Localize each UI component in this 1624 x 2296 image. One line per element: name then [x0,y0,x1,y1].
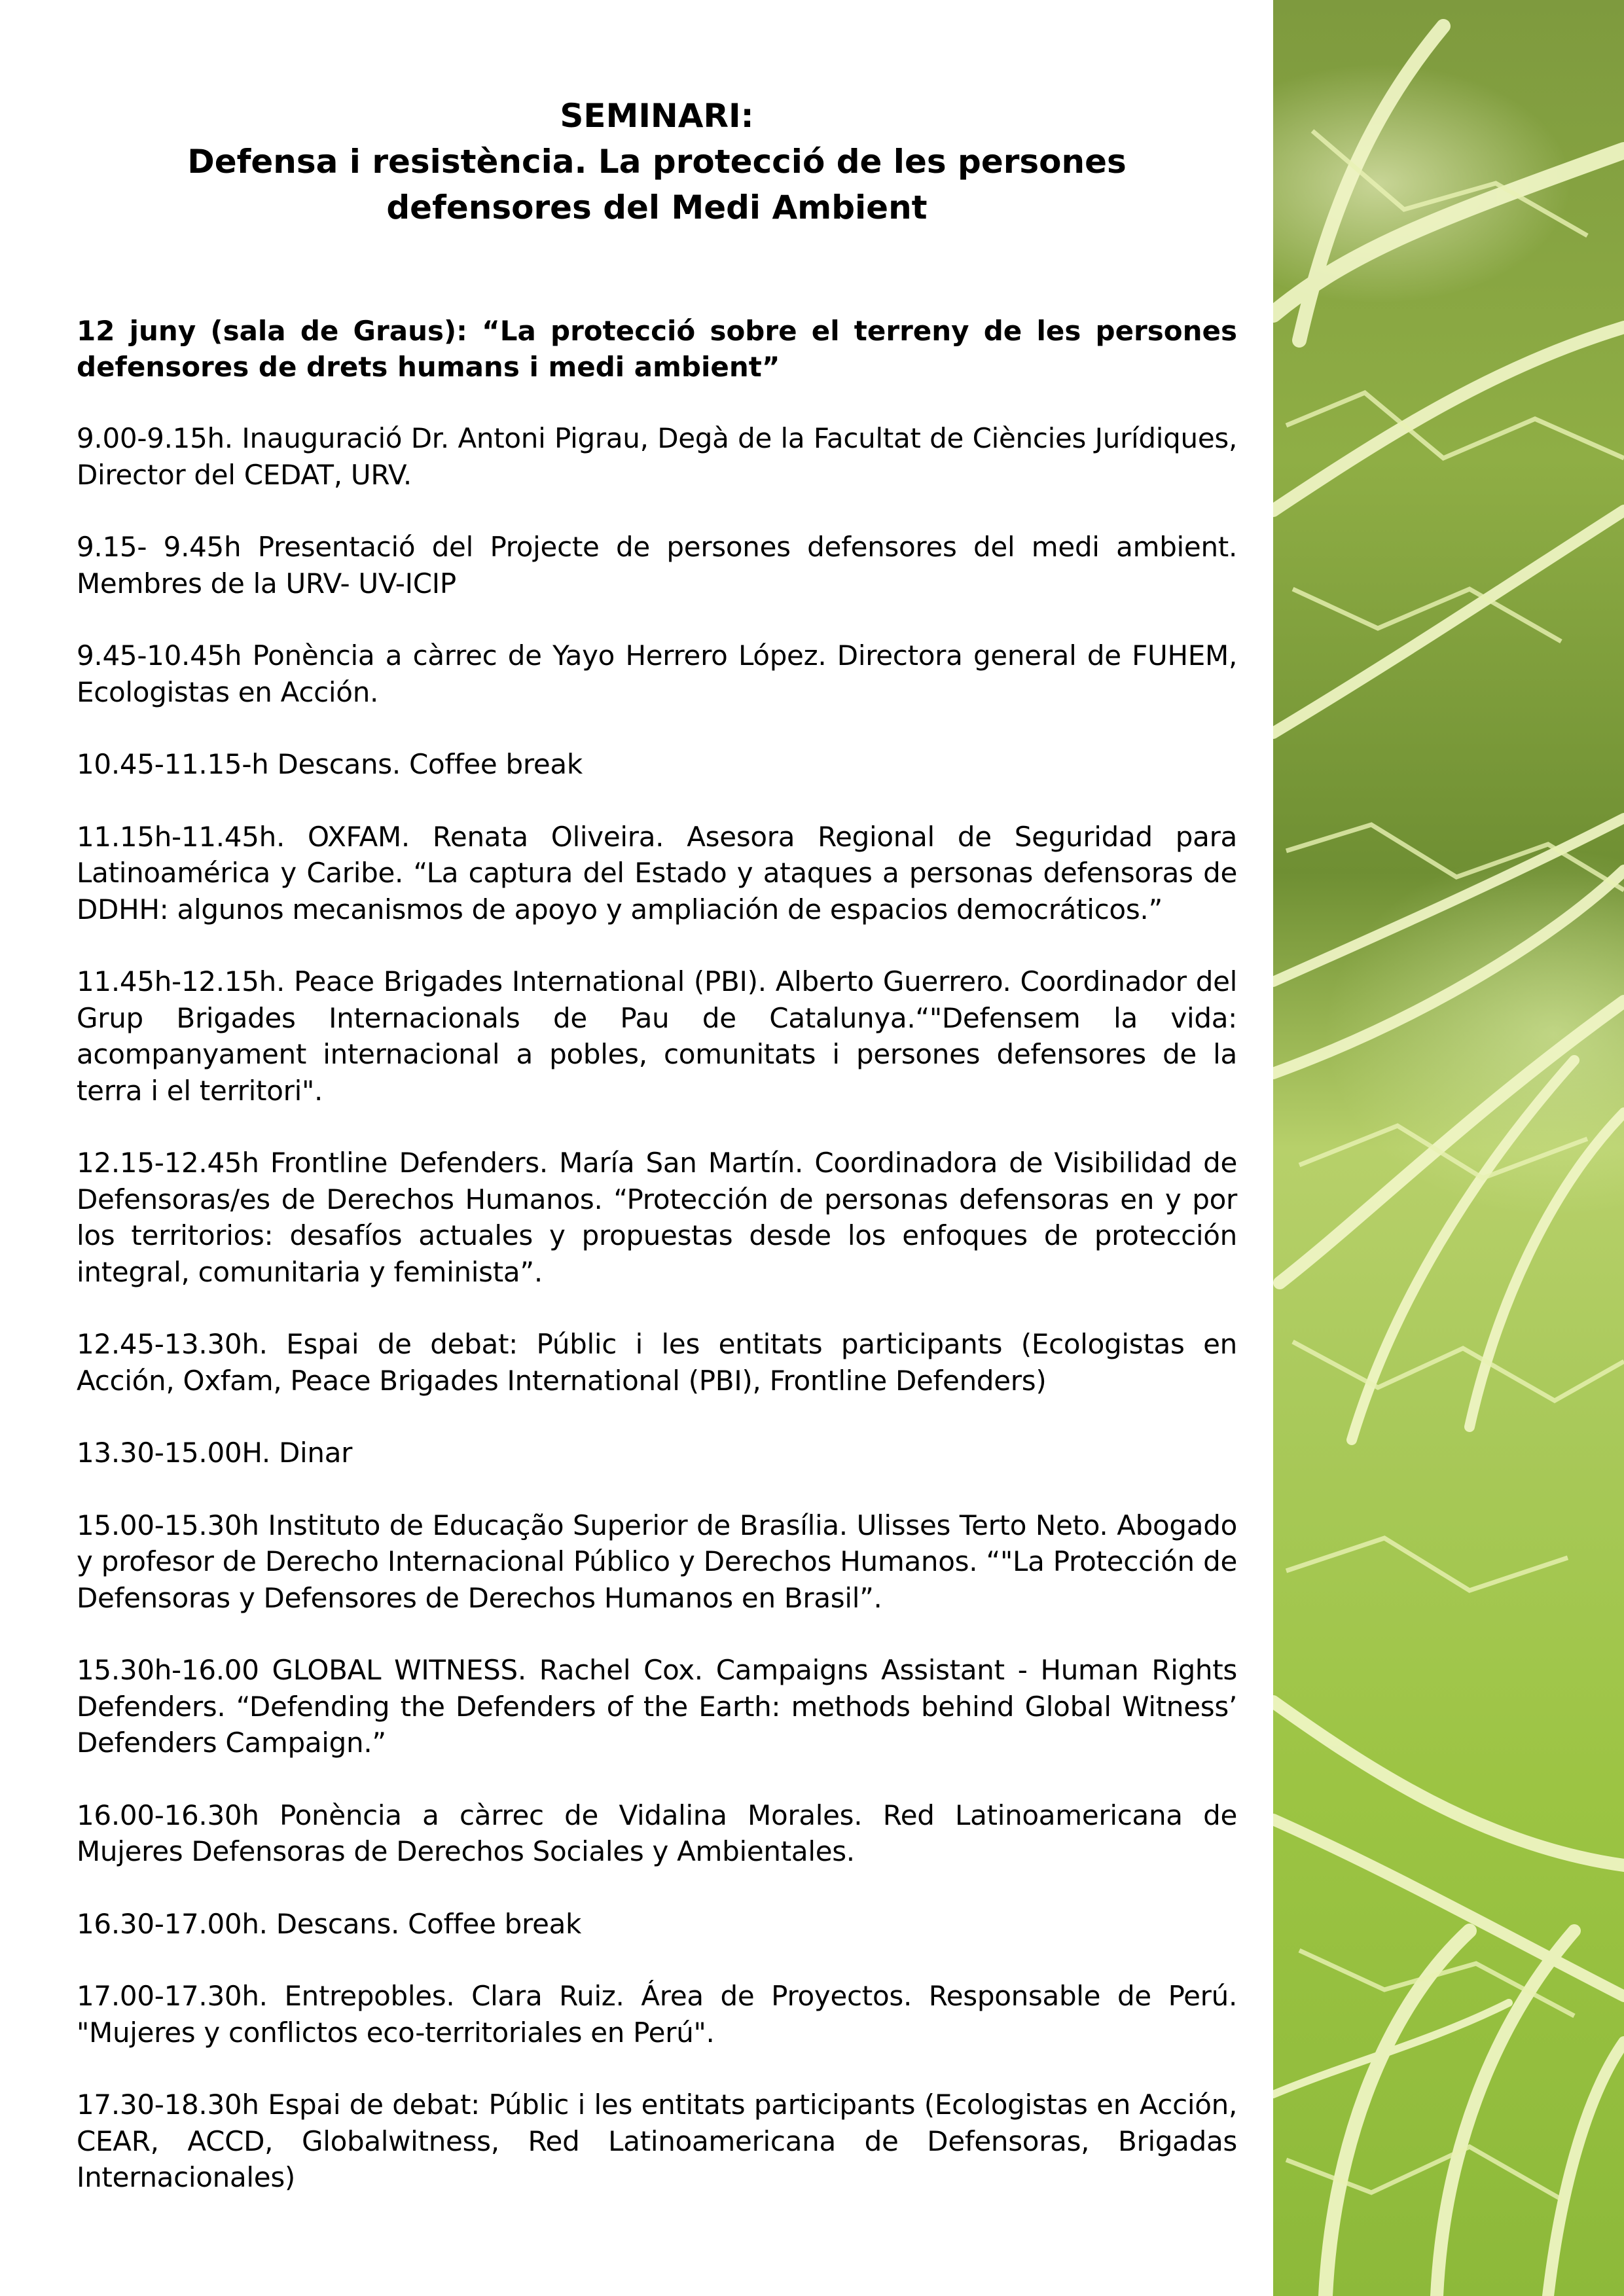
agenda-item: 9.45-10.45h Ponència a càrrec de Yayo Herrero López. Directora general de FUHEM, Ecologistas en Acción. [77,639,1237,708]
day-heading: 12 juny (sala de Graus): “La protecció sobre el terreny de les persones defensores de drets humans i medi ambient” [77,315,1237,383]
agenda-list [77,420,1237,2232]
agenda-item: 17.30-18.30h Espai de debat: Públic i les entitats participants (Ecologistas en Acción, CEAR, ACCD, Globalwitness, Red Latinoamericana de Defensoras, Brigadas Internacionales) [77,2089,1237,2193]
agenda-item: 9.15- 9.45h Presentació del Projecte de persones defensores del medi ambient. Membres de la URV- UV-ICIP [77,531,1237,600]
agenda-item: 15.30h-16.00 GLOBAL WITNESS. Rachel Cox. Campaigns Assistant - Human Rights Defenders. “Defending the Defenders of the Earth: methods behind Global Witness’ Defenders Campaign.” [77,1654,1237,1759]
title-line: SEMINARI: [560,97,754,135]
agenda-item: 12.15-12.45h Frontline Defenders. María San Martín. Coordinadora de Visibilidad de Defensoras/es de Derechos Humanos. “Protección de personas defensoras en y por los territorios: desafíos actuales y propuestas desde los enfoques de protección integral, comunitaria y feminista”. [77,1147,1237,1288]
title-line: Defensa i resistència. La protecció de les persones [187,143,1127,181]
agenda-item: 15.00-15.30h Instituto de Educação Superior de Brasília. Ulisses Terto Neto. Abogado y profesor de Derecho Internacional Público y Derechos Humanos. “"La Protección de Defensoras y Defensores de Derechos Humanos en Brasil”. [77,1509,1237,1614]
agenda-item: 13.30-15.00H. Dinar [77,1437,353,1469]
leaf-veins-icon [1273,0,1624,2296]
agenda-item: 10.45-11.15-h Descans. Coffee break [77,748,583,780]
agenda-item: 12.45-13.30h. Espai de debat: Públic i les entitats participants (Ecologistas en Acción, Oxfam, Peace Brigades International (PBI), Frontline Defenders) [77,1328,1237,1397]
agenda-item: 16.00-16.30h Ponència a càrrec de Vidalina Morales. Red Latinoamericana de Mujeres Defensoras de Derechos Sociales y Ambientales. [77,1799,1237,1867]
leaf-image [1273,0,1624,2296]
agenda-item: 17.00-17.30h. Entrepobles. Clara Ruiz. Área de Proyectos. Responsable de Perú. "Mujeres y conflictos eco-territoriales en Perú". [77,1980,1237,2049]
title-line: defensores del Medi Ambient [386,188,928,226]
agenda-item: 16.30-17.00h. Descans. Coffee break [77,1907,582,1940]
agenda-item: 11.15h-11.45h. OXFAM. Renata Oliveira. Asesora Regional de Seguridad para Latinoamérica y Caribe. “La captura del Estado y ataques a personas defensoras de DDHH: algunos mecanismos de apoyo y ampliación de espacios democráticos.” [77,820,1237,925]
agenda-item: 11.45h-12.15h. Peace Brigades International (PBI). Alberto Guerrero. Coordinador del Grup Brigades Internacionals de Pau de Catalunya.“"Defensem la vida: acompanyament internacional a pobles, comunitats i persones defensores de la terra i el territori". [77,965,1237,1107]
agenda-item: 9.00-9.15h. Inauguració Dr. Antoni Pigrau, Degà de la Facultat de Ciències Jurídiques, Director del CEDAT, URV. [77,422,1237,491]
seminar-title [77,93,1237,230]
